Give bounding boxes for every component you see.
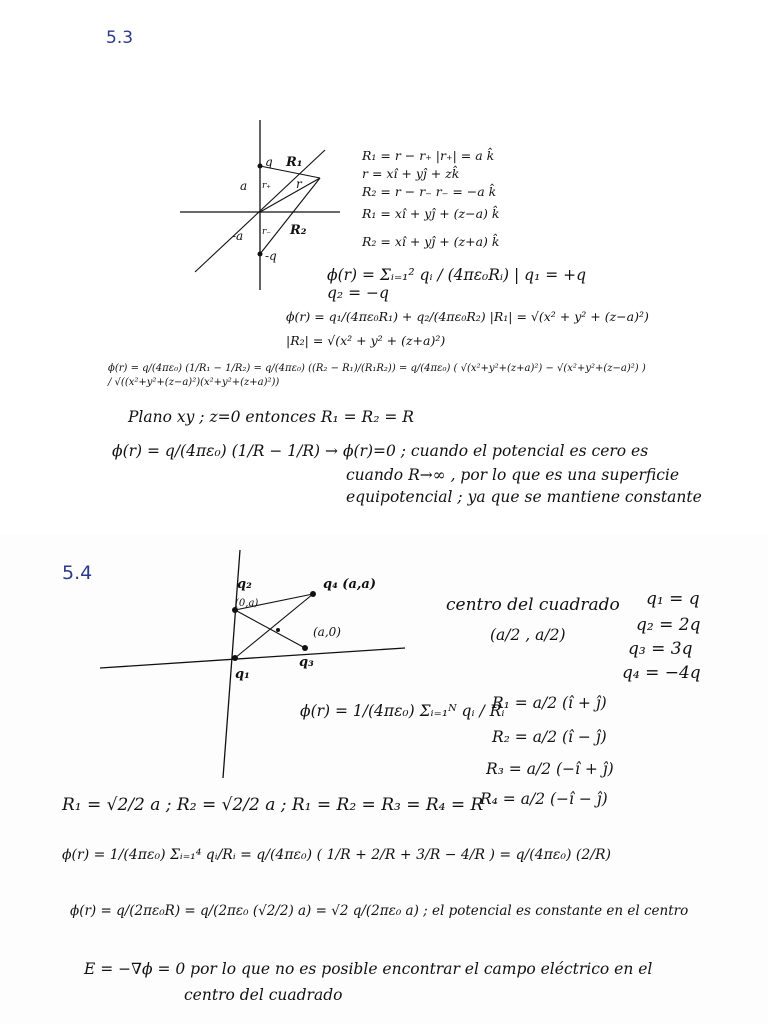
eq-R2-def: R₂ = r − r₋ r₋ = −a k̂ — [362, 184, 497, 199]
eq-potential-sum-N: ϕ(r) = 1/(4πε₀) Σᵢ₌₁ᴺ qᵢ / Rᵢ — [300, 702, 505, 720]
charge-q4 — [310, 591, 316, 597]
square-charges-diagram — [95, 548, 425, 778]
eq-R1-def: R₁ = r − r₊ |r₊| = a k̂ — [362, 148, 495, 163]
eq-q2: q₂ = −q — [327, 284, 389, 302]
dipole-diagram — [170, 110, 350, 290]
label-r-plus: r₊ — [262, 181, 272, 191]
problem-5-4-sheet — [0, 534, 768, 1024]
label-r: r — [296, 177, 302, 191]
square-center — [276, 628, 280, 632]
eq-potential-expanded: ϕ(r) = q/(4πε₀) (1/R₁ − 1/R₂) = q/(4πε₀) ((R₂ − R₁)/(R₁R₂)) = q/(4πε₀) ( √(x²+y²+(z+a)²) − √(x²+y²+(z−a)²) ) / √((x²+y²+(z−a)²)(x²+y²+(z+a)²)) — [108, 363, 646, 388]
q4-value: q₄ = −4q — [622, 663, 701, 683]
label-r-minus: r₋ — [262, 227, 272, 237]
label-q3: q₃ — [299, 655, 314, 670]
eq-potential-terms: ϕ(r) = q₁/(4πε₀R₁) + q₂/(4πε₀R₂) |R₁| = √(x² + y² + (z−a)²) — [286, 309, 649, 324]
eq-electric-field: E = −∇ϕ = 0 por lo que no es posible encontrar el campo eléctrico en el — [84, 960, 653, 978]
charge-q3 — [302, 645, 308, 651]
problem-number-5-3: 5.3 — [106, 28, 134, 48]
label-q-top: q — [265, 155, 273, 169]
equipotential-statement: equipotencial ; ya que se mantiene constante — [346, 488, 702, 506]
eq-potential-sum-4: ϕ(r) = 1/(4πε₀) Σᵢ₌₁⁴ qᵢ/Rᵢ = q/(4πε₀) ( 1/R + 2/R + 3/R − 4/R ) = q/(4πε₀) (2/R) — [62, 847, 611, 863]
label-q2: q₂ — [237, 577, 252, 592]
label-neg-a: -a — [232, 229, 244, 243]
charge-minus-q — [258, 252, 263, 257]
label-q4: q₄ (a,a) — [323, 577, 376, 592]
q3-value: q₃ = 3q — [628, 639, 693, 659]
problem-number-5-4: 5.4 — [62, 562, 93, 584]
label-0a: (0,a) — [235, 598, 259, 609]
eq-R1-vec: R₁ = a/2 (î + ĵ) — [492, 694, 607, 712]
eq-r-def: r = xî + yĵ + zk̂ — [362, 166, 460, 181]
x-axis — [100, 648, 405, 668]
label-q-bottom: -q — [265, 249, 277, 263]
infinity-statement: cuando R→∞ , por lo que es una superficie — [346, 466, 680, 484]
eq-R2-components: R₂ = xî + yĵ + (z+a) k̂ — [362, 234, 500, 249]
eq-R2-vec: R₂ = a/2 (î − ĵ) — [492, 728, 607, 746]
charge-q1 — [232, 655, 238, 661]
eq-potential-constant: ϕ(r) = q/(2πε₀R) = q/(2πε₀ (√2/2) a) = √2 q/(2πε₀ a) ; el potencial es constante en el centro — [70, 903, 689, 919]
diagonal-2 — [235, 610, 305, 648]
eq-R2-magnitude: |R₂| = √(x² + y² + (z+a)²) — [286, 333, 446, 348]
q1-value: q₁ = q — [646, 589, 700, 609]
charge-plus-q — [258, 164, 263, 169]
square-center-coords: (a/2 , a/2) — [490, 626, 566, 644]
eq-R4-vec: R₄ = a/2 (−î − ĵ) — [480, 790, 608, 808]
potential-zero-statement: ϕ(r) = q/(4πε₀) (1/R − 1/R) → ϕ(r)=0 ; cuando el potencial es cero es — [112, 442, 649, 460]
eq-R3-vec: R₃ = a/2 (−î + ĵ) — [486, 760, 614, 778]
label-R2: R₂ — [290, 223, 307, 238]
eq-R1-components: R₁ = xî + yĵ + (z−a) k̂ — [362, 206, 500, 221]
label-a0: (a,0) — [313, 625, 341, 639]
label-a: a — [240, 179, 248, 193]
label-R1: R₁ — [286, 155, 303, 170]
q2-value: q₂ = 2q — [636, 615, 701, 635]
label-q1: q₁ — [235, 667, 250, 682]
plane-xy-statement: Plano xy ; z=0 entonces R₁ = R₂ = R — [128, 408, 414, 426]
eq-potential-sum: ϕ(r) = Σᵢ₌₁² qᵢ / (4πε₀Rᵢ) | q₁ = +q — [327, 266, 587, 284]
field-conclusion: centro del cuadrado — [184, 986, 343, 1004]
square-center-title: centro del cuadrado — [446, 595, 620, 615]
eq-distances-equal: R₁ = √2/2 a ; R₂ = √2/2 a ; R₁ = R₂ = R₃ = R₄ = R — [62, 795, 484, 815]
